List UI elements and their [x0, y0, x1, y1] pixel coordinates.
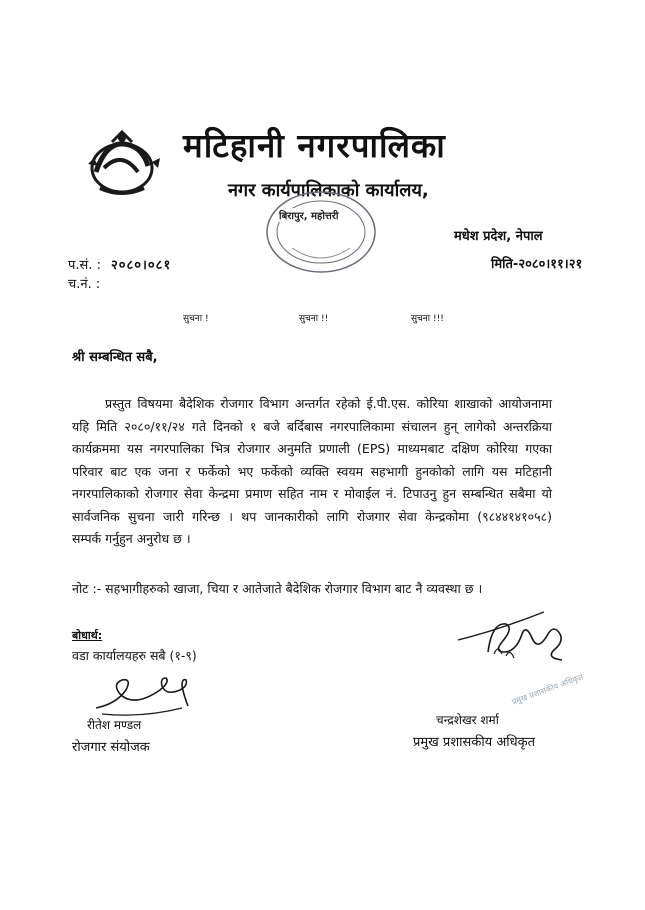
dispatch-number-label: च.नं. :	[68, 277, 101, 292]
notice-heading-1: सुचना !	[183, 314, 209, 324]
body-line: प्रस्तुत विषयमा बैदेशिक रोजगार विभाग अन्तर्गत रहेको ई.पी.एस. कोरिया शाखाको आयोजनामा	[105, 396, 552, 411]
office-subtitle: नगर कार्यपालिकाको कार्यालय,	[228, 180, 429, 201]
office-stamp-seal	[262, 188, 380, 276]
salutation: श्री सम्बन्धित सबै,	[72, 350, 158, 365]
reference-number	[68, 255, 171, 273]
left-signatory-name: रीतेश मण्डल	[87, 718, 142, 732]
right-official-stamp: प्रमुख प्रशासकीय अधिकृत	[510, 672, 585, 707]
right-signatory-title: प्रमुख प्रशासकीय अधिकृत	[413, 735, 536, 750]
nepal-emblem-logo	[82, 128, 164, 198]
body-paragraph	[72, 393, 552, 551]
notice-heading-3: सुचना !!!	[411, 314, 444, 324]
cc-item: वडा कार्यालयहरु सबै (१-९)	[72, 648, 197, 663]
cc-label: बोधार्थ:	[72, 629, 103, 642]
province-label: मधेश प्रदेश, नेपाल	[454, 229, 543, 244]
body-line: सार्वजनिक सुचना जारी गरिन्छ । थप जानकारीको लागि रोजगार सेवा केन्द्रकोमा (९८४४१४१०५८)	[72, 508, 552, 524]
stamp-text: बिरापुर, महोत्तरी	[279, 208, 339, 222]
body-line: परिवार बाट एक जना र फर्केको भए फर्केको व्यक्ति स्वयम सहभागी हुनकोको लागि यस मटिहानी	[72, 463, 552, 479]
reference-value: २०८०।०८१	[110, 258, 172, 273]
left-signature	[92, 668, 196, 720]
body-line: सम्पर्क गर्नुहुन अनुरोध छ ।	[72, 531, 191, 546]
right-signature	[458, 606, 578, 676]
right-signatory-name: चन्द्रशेखर शर्मा	[436, 713, 499, 727]
letter-date: मिति-२०८०।११।२१	[491, 257, 583, 272]
municipality-title: मटिहानी नगरपालिका	[183, 126, 446, 165]
reference-label: प.सं. :	[68, 258, 101, 273]
body-line: कार्यक्रममा यस नगरपालिका भित्र रोजगार अनुमति प्रणाली (EPS) माध्यमबाट दक्षिण कोरिया गएका	[72, 441, 552, 456]
notice-heading-2: सुचना !!	[299, 314, 329, 324]
body-line: नगरपालिकाको रोजगार सेवा केन्द्रमा प्रमाण सहित नाम र मोवाईल नं. टिपाउनु हुन सम्बन्धित सबैमा यो	[72, 486, 552, 501]
left-signatory-title: रोजगार संयोजक	[72, 740, 150, 755]
note-text: नोट :- सहभागीहरुको खाजा, चिया र आतेजाते बैदेशिक रोजगार विभाग बाट नै व्यवस्था छ ।	[72, 581, 483, 596]
body-line: यहि मिति २०८०/११/२४ गते दिनको १ बजे बर्दिबास नगरपालिकामा संचालन हुन् लागेको अन्तरक्रिया	[72, 418, 552, 434]
